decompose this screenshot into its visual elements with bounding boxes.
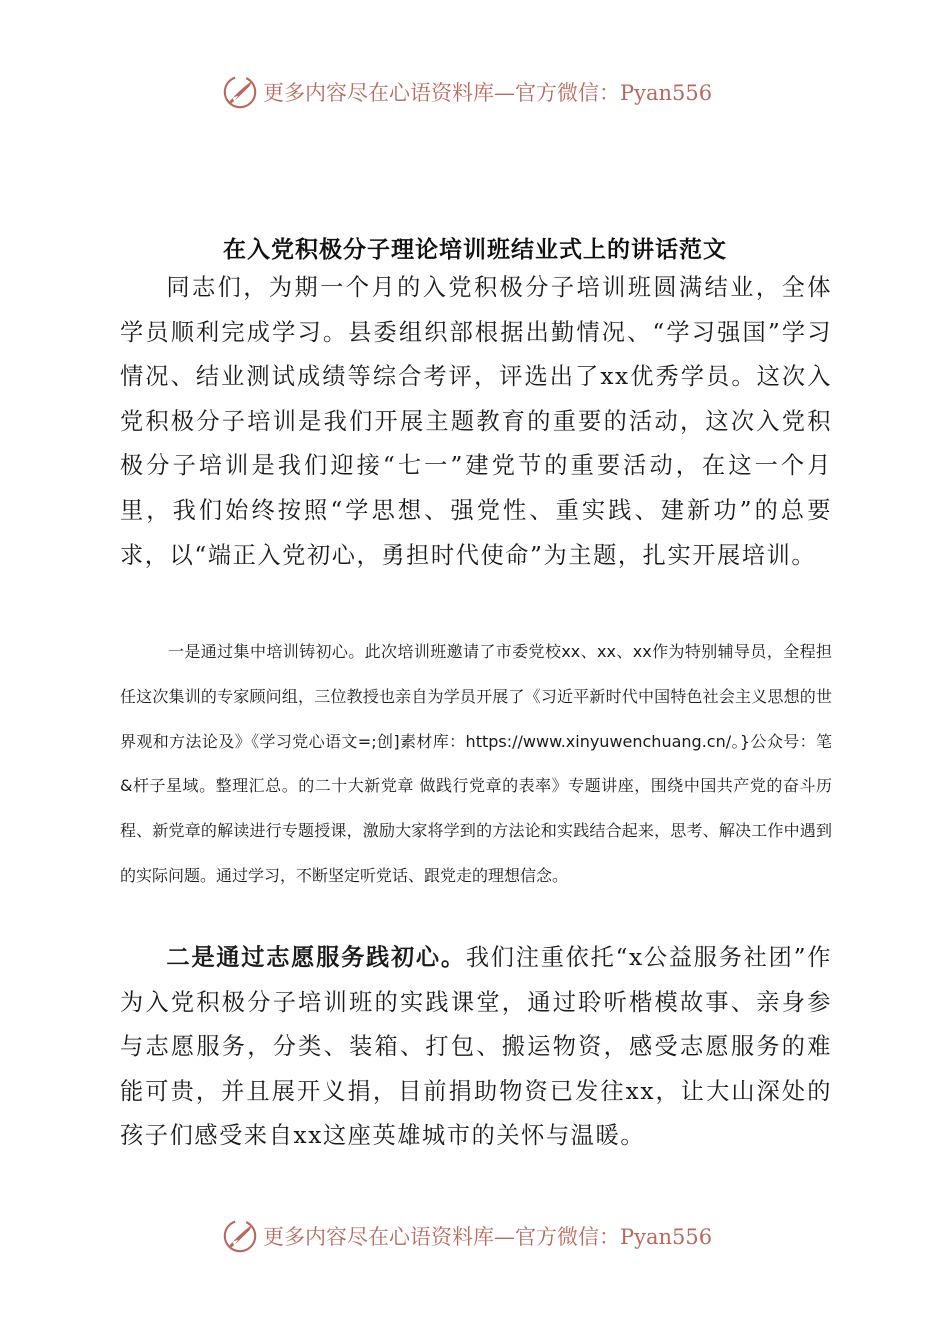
document-title: 在入党积极分子理论培训班结业式上的讲话范文	[223, 237, 727, 264]
paragraph-lead-heading: 二是通过志愿服务践初心。	[166, 944, 466, 971]
header-banner-text: 更多内容尽在心语资料库—官方微信：Pyan556	[263, 81, 713, 105]
footer-banner-text: 更多内容尽在心语资料库—官方微信：Pyan556	[263, 1225, 713, 1249]
pen-logo-icon	[221, 73, 259, 111]
pen-logo-icon	[221, 1217, 259, 1255]
footer-banner	[221, 1214, 741, 1258]
paragraph-centralized-training: 一是通过集中培训铸初心。此次培训班邀请了市委党校xx、xx、xx作为特别辅导员，全程担任这次集训的专家顾问组，三位教授也亲自为学员开展了《习近平新时代中国特色社会主义思想的世界观和方法论及》《学习党心语文=;创]素材库：https://www.xinyuwenchuang.cn/。}公众号：笔&杆子星域。整理汇总。的二十大新党章 做践行党章的表率》专题讲座，围绕中国共产党的奋斗历程、新党章的解读进行专题授课，激励大家将学到的方法论和实践结合起来，思考、解决工作中遇到的实际问题。通过学习，不断坚定听党话、跟党走的理想信念。	[120, 642, 832, 885]
header-banner	[221, 70, 741, 114]
paragraph-opening: 同志们，为期一个月的入党积极分子培训班圆满结业，全体学员顺利完成学习。县委组织部根据出勤情况、“学习强国”学习情况、结业测试成绩等综合考评，评选出了xx优秀学员。这次入党积极分子培训是我们开展主题教育的重要的活动，这次入党积极分子培训是我们迎接“七一”建党节的重要活动，在这一个月里，我们始终按照“学思想、强党性、重实践、建新功”的总要求，以“端正入党初心，勇担时代使命”为主题，扎实开展培训。	[120, 274, 832, 569]
paragraph-body-text: 我们注重依托“x公益服务社团”作为入党积极分子培训班的实践课堂，通过聆听楷模故事、亲身参与志愿服务，分类、装箱、打包、搬运物资，感受志愿服务的难能可贵，并且展开义捐，目前捐助物资已发往xx，让大山深处的孩子们感受来自xx这座英雄城市的关怀与温暖。	[120, 944, 832, 1150]
paragraph-volunteer-service	[120, 936, 832, 1159]
